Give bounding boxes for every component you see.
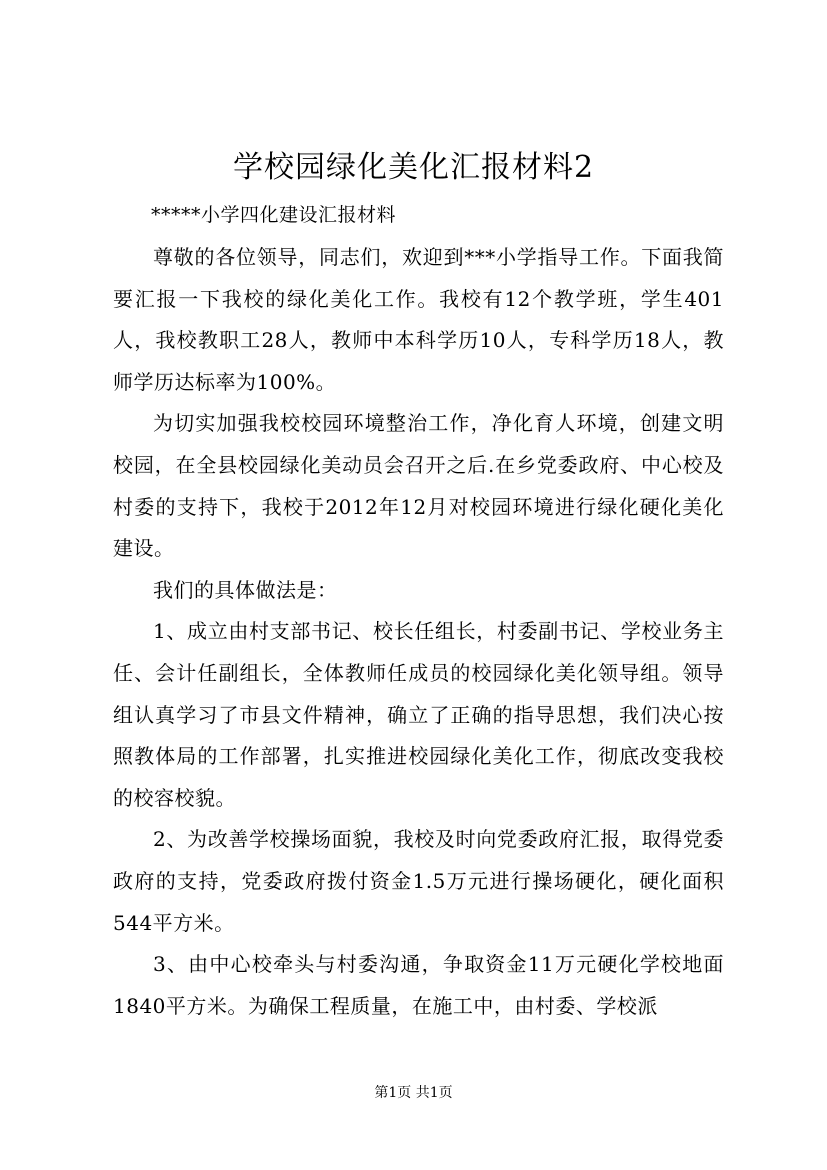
paragraph-item-1: 1、成立由村支部书记、校长任组长，村委副书记、学校业务主任、会计任副组长，全体教师任成员的校园绿化美化领导组。领导组认真学习了市县文件精神，确立了正确的指导思想，我们决心按照教体局的工作部署，扎实推进校园绿化美化工作，彻底改变我校的校容校貌。: [113, 619, 724, 810]
paragraph-greeting: 尊敬的各位领导，同志们，欢迎到***小学指导工作。下面我简要汇报一下我校的绿化美化工作。我校有12个教学班，学生401人，我校教职工28人，教师中本科学历10人，专科学历18人，教师学历达标率为100%。: [113, 245, 724, 394]
document-body: [113, 197, 724, 1027]
document-subtitle: *****小学四化建设汇报材料: [151, 204, 397, 226]
paragraph-item-3: 3、由中心校牵头与村委沟通，争取资金11万元硬化学校地面1840平方米。为确保工程质量，在施工中，由村委、学校派: [113, 952, 724, 1018]
page-footer: 第1页 共1页: [374, 1085, 453, 1101]
paragraph-background: 为切实加强我校校园环境整治工作，净化育人环境，创建文明校园，在全县校园绿化美动员会召开之后.在乡党委政府、中心校及村委的支持下，我校于2012年12月对校园环境进行绿化硬化美化建设。: [113, 411, 724, 561]
paragraph-methods-intro: 我们的具体做法是：: [153, 577, 338, 602]
document-title: 学校园绿化美化汇报材料2: [232, 150, 595, 185]
paragraph-item-2: 2、为改善学校操场面貌，我校及时向党委政府汇报，取得党委政府的支持，党委政府拨付资金1.5万元进行操场硬化，硬化面积544平方米。: [113, 827, 724, 935]
